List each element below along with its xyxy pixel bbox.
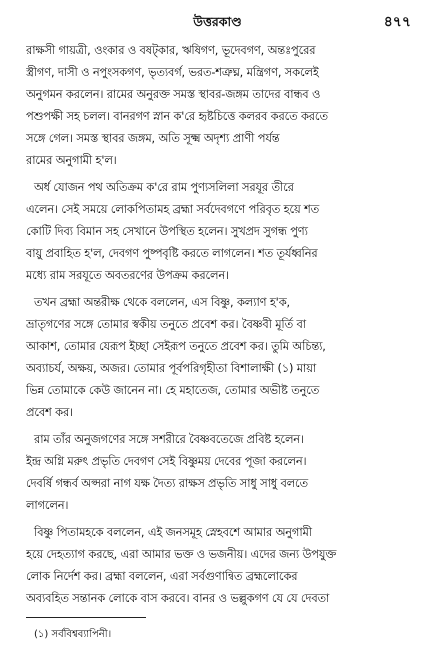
text-line: রাক্ষসী গায়ত্রী, ওংকার ও বষট্‌কার, ঋষিগণ, ভূদেবগণ, অন্তঃপুরের (26, 44, 316, 57)
footnote: (১) সর্ববিশ্বব্যাপিনী। (34, 629, 112, 640)
text-line: ভ্রাতৃগণের সঙ্গে তোমার স্বকীয় তনুতে প্রবেশ কর। বৈষ্ণবী মূর্তি বা (26, 318, 306, 331)
text-line: প্রবেশ কর। (26, 406, 73, 419)
page-number: ৪৭৭ (383, 14, 411, 30)
text-line: বায়ু প্রবাহিত হ'ল, দেবগণ পুষ্পবৃষ্টি করতে লাগলেন। শত তূর্যধ্বনির (26, 247, 318, 260)
paragraph-1 (26, 40, 414, 172)
text-line: লাগলেন। (26, 499, 69, 512)
text-line: রামের অনুগামী হ'ল। (26, 154, 117, 167)
running-header (0, 10, 435, 34)
text-line: লোক নির্দেশ কর। ব্রহ্মা বললেন, এরা সর্বগুণান্বিত ব্রহ্মলোকের (26, 570, 298, 583)
paragraph-5 (26, 522, 414, 610)
text-line: পশুপক্ষী সহ চলল। বানরগণ স্নান ক'রে হৃষ্টচিত্তে কলরব করতে করতে (26, 110, 328, 123)
text-line: অব্যাচর্য, অক্ষয়, অজর। তোমার পূর্বপরিগৃহীতা বিশালাক্ষী (১) মায়া (26, 362, 317, 375)
text-line: বিষ্ণু পিতামহকে বললেন, এই জনসমূহ স্নেহবশে আমার অনুগামী (34, 526, 312, 539)
text-line: অনুগমন করলেন। রামের অনুরক্ত সমস্ত স্থাবর‑জঙ্গম তাদের বান্ধব ও (26, 88, 321, 101)
text-line: হয়ে দেহত্যাগ করছে, এরা আমার ভক্ত ও ভজনীয়। এদের জন্য উপযুক্ত (26, 548, 337, 561)
text-line: দেবর্ষি গন্ধর্ব অপ্সরা নাগ যক্ষ দৈত্য রাক্ষস প্রভৃতি সাধু সাধু বলতে (26, 477, 308, 490)
paragraph-2 (26, 177, 414, 287)
text-line: ভিন্ন তোমাকে কেউ জানেন না। হে মহাতেজ, তোমার অভীষ্ট তনুতে (26, 384, 320, 397)
text-line: সঙ্গে গেল। সমস্ত স্থাবর জঙ্গম, অতি সূক্ষ্ম অদৃশ্য প্রাণী পর্যন্ত (26, 132, 280, 145)
text-line: অব্যবহিত সন্তানক লোকে বাস করবে। বানর ও ভল্লুকগণ যে যে দেবতা (26, 592, 330, 605)
body-text (26, 40, 414, 615)
text-line: রাম তাঁর অনুজগণের সঙ্গে সশরীরে বৈষ্ণবতেজে প্রবিষ্ট হলেন। (34, 433, 304, 446)
text-line: কোটি দিব্য বিমান সহ সেখানে উপস্থিত হলেন। সুখপ্রদ সুগন্ধ পুণ্য (26, 225, 308, 238)
text-line: ইন্দ্র অগ্নি মরুৎ প্রভৃতি দেবগণ সেই বিষ্ণুময় দেবের পূজা করলেন। (26, 455, 307, 468)
text-line: এলেন। সেই সময়ে লোকপিতামহ ব্রহ্মা সর্বদেবগণে পরিবৃত হয়ে শত (26, 203, 320, 216)
text-line: তখন ব্রহ্মা অন্তরীক্ষ থেকে বললেন, এস বিষ্ণু, কল্যাণ হ'ক, (34, 296, 290, 309)
paragraph-4 (26, 429, 414, 517)
text-line: অর্ধ যোজন পথ অতিক্রম ক'রে রাম পুণ্যসলিলা সরযূর তীরে (34, 181, 294, 194)
text-line: মধ্যে রাম সরযূতে অবতরণের উপক্রম করলেন। (26, 269, 229, 282)
text-line: আকাশ, তোমার যেরূপ ইচ্ছা সেইরূপ তনুতে প্রবেশ কর। তুমি অচিন্ত্য, (26, 340, 326, 353)
footnote-divider (26, 617, 146, 618)
chapter-title: উত্তরকাণ্ড (193, 14, 242, 29)
paragraph-3 (26, 292, 414, 424)
text-line: স্ত্রীগণ, দাসী ও নপুংসকগণ, ভৃত্যবর্গ, ভরত-শত্রুঘ্ন, মন্ত্রিগণ, সকলেই (26, 66, 319, 79)
